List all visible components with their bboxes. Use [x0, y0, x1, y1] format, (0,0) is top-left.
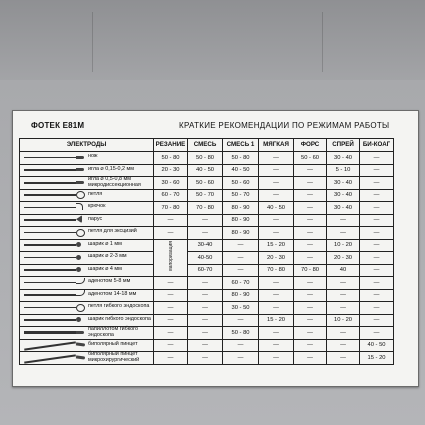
value-cell: — — [259, 302, 294, 315]
loop-electrode-icon — [24, 190, 86, 199]
electrode-name: парус — [88, 215, 103, 222]
column-header: БИ-КОАГ — [360, 139, 394, 152]
value-cell: 60 - 70 — [154, 189, 188, 202]
value-cell: — — [154, 302, 188, 315]
value-cell: 20 - 30 — [154, 164, 188, 177]
electrode-name: петля — [88, 190, 103, 197]
value-cell: 60 - 70 — [223, 277, 259, 290]
table-row — [20, 152, 394, 165]
value-cell: — — [360, 214, 394, 227]
value-cell: 15 - 20 — [259, 239, 294, 252]
value-cell: — — [294, 177, 327, 190]
value-cell: — — [223, 339, 259, 352]
value-cell: 15 - 20 — [259, 314, 294, 327]
value-cell: 30 - 40 — [327, 152, 360, 165]
electrode-name: шарик ⌀ 1 мм — [88, 240, 122, 247]
column-header: РЕЗАНИЕ — [154, 139, 188, 152]
value-cell: — — [223, 352, 259, 365]
value-cell: — — [327, 289, 360, 302]
ball-1mm-icon — [24, 240, 86, 249]
value-cell: — — [223, 239, 259, 252]
value-cell: 70 - 80 — [154, 202, 188, 215]
value-cell: — — [327, 302, 360, 315]
value-cell: — — [188, 327, 223, 340]
flexible-ball-icon — [24, 315, 86, 324]
value-cell: 50 - 60 — [188, 177, 223, 190]
value-cell: — — [360, 202, 394, 215]
value-cell: — — [360, 264, 394, 277]
label-header — [13, 111, 418, 137]
electrode-name: шарик ⌀ 4 мм — [88, 265, 122, 272]
value-cell: 80 - 90 — [223, 202, 259, 215]
electrode-cell — [20, 264, 154, 277]
value-cell: — — [259, 189, 294, 202]
table-row — [20, 202, 394, 215]
label-heading: КРАТКИЕ РЕКОМЕНДАЦИИ ПО РЕЖИМАМ РАБОТЫ — [179, 121, 390, 130]
value-cell: — — [259, 177, 294, 190]
electrode-cell — [20, 327, 154, 340]
vaporization-label: вапоризация — [167, 240, 174, 271]
column-header: ФОРС — [294, 139, 327, 152]
value-cell: — — [327, 327, 360, 340]
brand-name: ФОТЕК Е81М — [31, 121, 85, 130]
value-cell: — — [294, 202, 327, 215]
needle-electrode-icon — [24, 165, 86, 174]
microneedle-electrode-icon — [24, 178, 86, 187]
electrode-name: аденотом 14-18 мм — [88, 290, 137, 297]
value-cell: 70 - 80 — [294, 264, 327, 277]
electrode-cell — [20, 352, 154, 365]
table-body — [20, 152, 394, 365]
value-cell: 70 - 80 — [259, 264, 294, 277]
value-cell: 50 - 80 — [188, 152, 223, 165]
value-cell: 40 - 50 — [259, 202, 294, 215]
column-header: ЭЛЕКТРОДЫ — [20, 139, 154, 152]
value-cell: — — [294, 214, 327, 227]
electrode-name: папиллотом гибкого эндоскопа — [88, 326, 139, 338]
value-cell: — — [294, 252, 327, 265]
electrode-name: шарик ⌀ 2-3 мм — [88, 253, 127, 260]
electrode-cell — [20, 302, 154, 315]
value-cell: 50 - 80 — [154, 152, 188, 165]
electrode-cell — [20, 277, 154, 290]
table-row — [20, 352, 394, 365]
value-cell: — — [294, 289, 327, 302]
electrode-name: петля гибкого эндоскопа — [88, 303, 150, 310]
value-cell: — — [188, 352, 223, 365]
value-cell: — — [360, 239, 394, 252]
value-cell: — — [327, 227, 360, 240]
value-cell: — — [360, 314, 394, 327]
recommendation-label — [12, 110, 419, 387]
value-cell: 20 - 30 — [259, 252, 294, 265]
electrode-cell — [20, 314, 154, 327]
value-cell: — — [360, 227, 394, 240]
table-row — [20, 164, 394, 177]
electrode-name: аденотом 5-8 мм — [88, 278, 131, 285]
table-row — [20, 227, 394, 240]
value-cell: 30 - 40 — [327, 202, 360, 215]
vaporization-cell — [154, 239, 188, 277]
value-cell: — — [154, 327, 188, 340]
hook-electrode-icon — [24, 203, 86, 212]
column-header: СМЕСЬ 1 — [223, 139, 259, 152]
value-cell: — — [259, 339, 294, 352]
value-cell: — — [294, 327, 327, 340]
value-cell: — — [294, 339, 327, 352]
value-cell: 30 - 40 — [327, 189, 360, 202]
table-row — [20, 277, 394, 290]
column-header: СПРЕЙ — [327, 139, 360, 152]
electrode-name: игла ⌀ 0,15-0,2 мм — [88, 165, 134, 172]
table-row — [20, 314, 394, 327]
papillotome-icon — [24, 328, 86, 337]
value-cell: 80 - 90 — [223, 214, 259, 227]
value-cell: 40 — [327, 264, 360, 277]
value-cell: — — [360, 164, 394, 177]
value-cell: 20 - 30 — [327, 252, 360, 265]
value-cell: — — [327, 339, 360, 352]
column-header: СМЕСЬ — [188, 139, 223, 152]
value-cell: — — [327, 277, 360, 290]
value-cell: — — [360, 327, 394, 340]
value-cell: 70 - 80 — [188, 202, 223, 215]
value-cell: 30 - 50 — [223, 302, 259, 315]
value-cell: 5 - 10 — [327, 164, 360, 177]
value-cell: — — [327, 214, 360, 227]
value-cell: — — [360, 189, 394, 202]
value-cell: — — [188, 277, 223, 290]
value-cell: — — [223, 314, 259, 327]
value-cell: — — [327, 352, 360, 365]
column-header: МЯГКАЯ — [259, 139, 294, 152]
value-cell: 80 - 90 — [223, 289, 259, 302]
value-cell: 50 - 70 — [223, 189, 259, 202]
adenotome-14-18-icon — [24, 290, 86, 299]
electrode-cell — [20, 289, 154, 302]
table-row — [20, 239, 394, 252]
value-cell: — — [223, 252, 259, 265]
electrode-cell — [20, 239, 154, 252]
value-cell: — — [188, 302, 223, 315]
table-row — [20, 177, 394, 190]
electrode-name: биполярный пинцет микрохирургический — [88, 351, 140, 363]
value-cell: 80 - 90 — [223, 227, 259, 240]
sail-electrode-icon — [24, 215, 86, 224]
value-cell: — — [188, 214, 223, 227]
value-cell: 40 - 50 — [188, 164, 223, 177]
ball-4mm-icon — [24, 265, 86, 274]
electrode-cell — [20, 177, 154, 190]
electrode-name: крючок — [88, 203, 106, 210]
value-cell: — — [154, 214, 188, 227]
value-cell: — — [154, 277, 188, 290]
value-cell: — — [188, 339, 223, 352]
value-cell: — — [259, 352, 294, 365]
electrode-name: игла ⌀ 0,5-0,8 мм микродиссекционная — [88, 176, 141, 188]
value-cell: 50 - 80 — [223, 327, 259, 340]
electrode-name: нож — [88, 153, 98, 160]
electrode-cell — [20, 252, 154, 265]
electrode-cell — [20, 214, 154, 227]
value-cell: 15 - 20 — [360, 352, 394, 365]
table-row — [20, 289, 394, 302]
value-cell: — — [360, 152, 394, 165]
table-row — [20, 214, 394, 227]
value-cell: 50 - 60 — [223, 177, 259, 190]
value-cell: 30-40 — [188, 239, 223, 252]
value-cell: — — [188, 289, 223, 302]
value-cell: — — [259, 277, 294, 290]
value-cell: 40-50 — [188, 252, 223, 265]
mode-table — [19, 138, 394, 365]
value-cell: — — [259, 164, 294, 177]
value-cell: — — [154, 339, 188, 352]
value-cell: — — [360, 277, 394, 290]
value-cell: 60-70 — [188, 264, 223, 277]
value-cell: — — [154, 289, 188, 302]
value-cell: — — [294, 164, 327, 177]
value-cell: 30 - 60 — [154, 177, 188, 190]
value-cell: — — [259, 327, 294, 340]
value-cell: 40 - 50 — [360, 339, 394, 352]
value-cell: — — [294, 277, 327, 290]
table-row — [20, 302, 394, 315]
value-cell: — — [294, 227, 327, 240]
value-cell: — — [294, 302, 327, 315]
value-cell: 50 - 60 — [294, 152, 327, 165]
table-row — [20, 264, 394, 277]
table-header-row — [20, 139, 394, 152]
table-row — [20, 339, 394, 352]
table-row — [20, 189, 394, 202]
value-cell: 40 - 50 — [223, 164, 259, 177]
electrode-cell — [20, 227, 154, 240]
electrode-cell — [20, 152, 154, 165]
value-cell: — — [259, 289, 294, 302]
electrode-cell — [20, 164, 154, 177]
table-row — [20, 252, 394, 265]
table-row — [20, 327, 394, 340]
value-cell: — — [360, 177, 394, 190]
value-cell: — — [294, 314, 327, 327]
value-cell: — — [188, 227, 223, 240]
value-cell: — — [259, 227, 294, 240]
value-cell: — — [294, 189, 327, 202]
value-cell: — — [294, 352, 327, 365]
value-cell: — — [294, 239, 327, 252]
bipolar-forceps-icon — [24, 340, 86, 349]
value-cell: — — [154, 227, 188, 240]
value-cell: 50 - 80 — [223, 152, 259, 165]
excision-loop-icon — [24, 228, 86, 237]
electrode-name: биполярный пинцет — [88, 340, 138, 347]
value-cell: 30 - 40 — [327, 177, 360, 190]
value-cell: 10 - 20 — [327, 314, 360, 327]
value-cell: — — [188, 314, 223, 327]
adenotome-5-8-icon — [24, 278, 86, 287]
electrode-cell — [20, 189, 154, 202]
flexible-loop-icon — [24, 303, 86, 312]
value-cell: — — [154, 352, 188, 365]
value-cell: — — [360, 252, 394, 265]
micro-bipolar-forceps-icon — [24, 353, 86, 362]
value-cell: — — [259, 152, 294, 165]
electrode-name: петля для эксцизий — [88, 228, 137, 235]
value-cell: — — [360, 302, 394, 315]
knife-electrode-icon — [24, 153, 86, 162]
value-cell: — — [259, 214, 294, 227]
device-top-bevel — [0, 0, 425, 80]
value-cell: — — [360, 289, 394, 302]
value-cell: 10 - 20 — [327, 239, 360, 252]
value-cell: — — [154, 314, 188, 327]
electrode-cell — [20, 202, 154, 215]
value-cell: 50 - 70 — [188, 189, 223, 202]
value-cell: — — [223, 264, 259, 277]
electrode-name: шарик гибкого эндоскопа — [88, 315, 151, 322]
electrode-cell — [20, 339, 154, 352]
ball-2-3mm-icon — [24, 253, 86, 262]
